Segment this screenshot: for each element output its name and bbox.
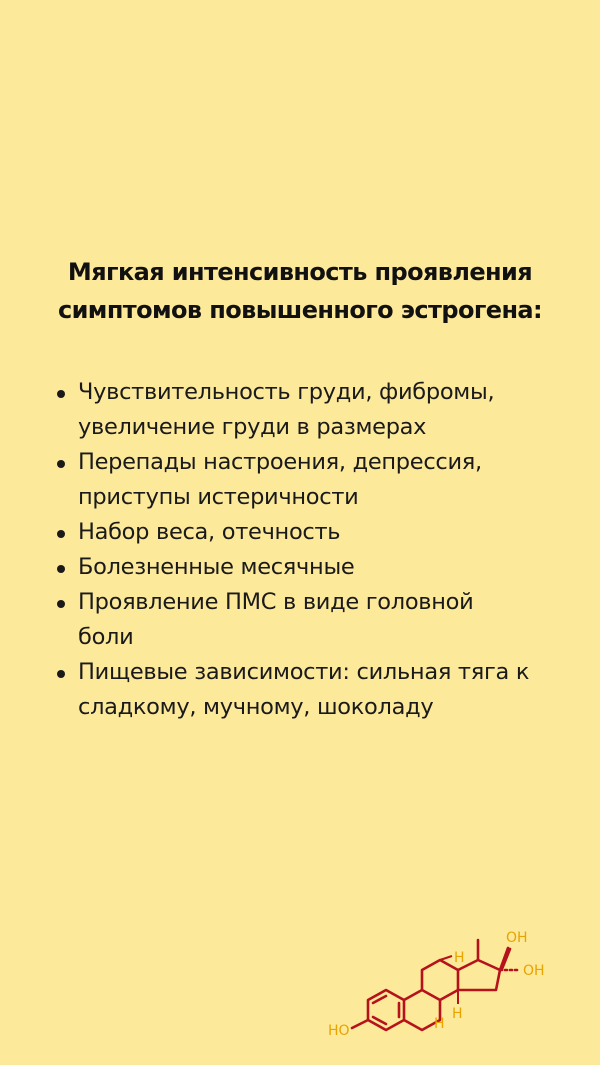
ho-left-label: HO <box>328 1023 350 1039</box>
oh-right-label: OH <box>523 963 545 979</box>
bullet-icon <box>57 530 65 538</box>
symptoms-list <box>55 375 585 725</box>
title-line-2: симптомов повышенного эстрогена: <box>57 296 543 324</box>
bullet-icon <box>57 390 65 398</box>
oh-top-label: OH <box>506 930 528 946</box>
h-label-3: H <box>452 1006 463 1022</box>
bullet-icon <box>57 670 65 678</box>
h-label-2: H <box>434 1016 445 1032</box>
list-item: Чувствительность груди, фибромы, увеличение груди в размерах <box>55 375 585 445</box>
list-item: Болезненные месячные <box>55 550 585 585</box>
title-line-1: Мягкая интенсивность проявления <box>67 258 533 286</box>
h-label-1: H <box>454 950 465 966</box>
page-title <box>0 253 600 329</box>
bullet-icon <box>57 460 65 468</box>
list-item: Проявление ПМС в виде головной боли <box>55 585 585 655</box>
bullet-icon <box>57 600 65 608</box>
bullet-icon <box>57 565 65 573</box>
list-item: Пищевые зависимости: сильная тяга к сладкому, мучному, шоколаду <box>55 655 585 725</box>
list-item: Набор веса, отечность <box>55 515 585 550</box>
list-item: Перепады настроения, депрессия, приступы истеричности <box>55 445 585 515</box>
estriol-molecule-icon <box>320 890 580 1050</box>
